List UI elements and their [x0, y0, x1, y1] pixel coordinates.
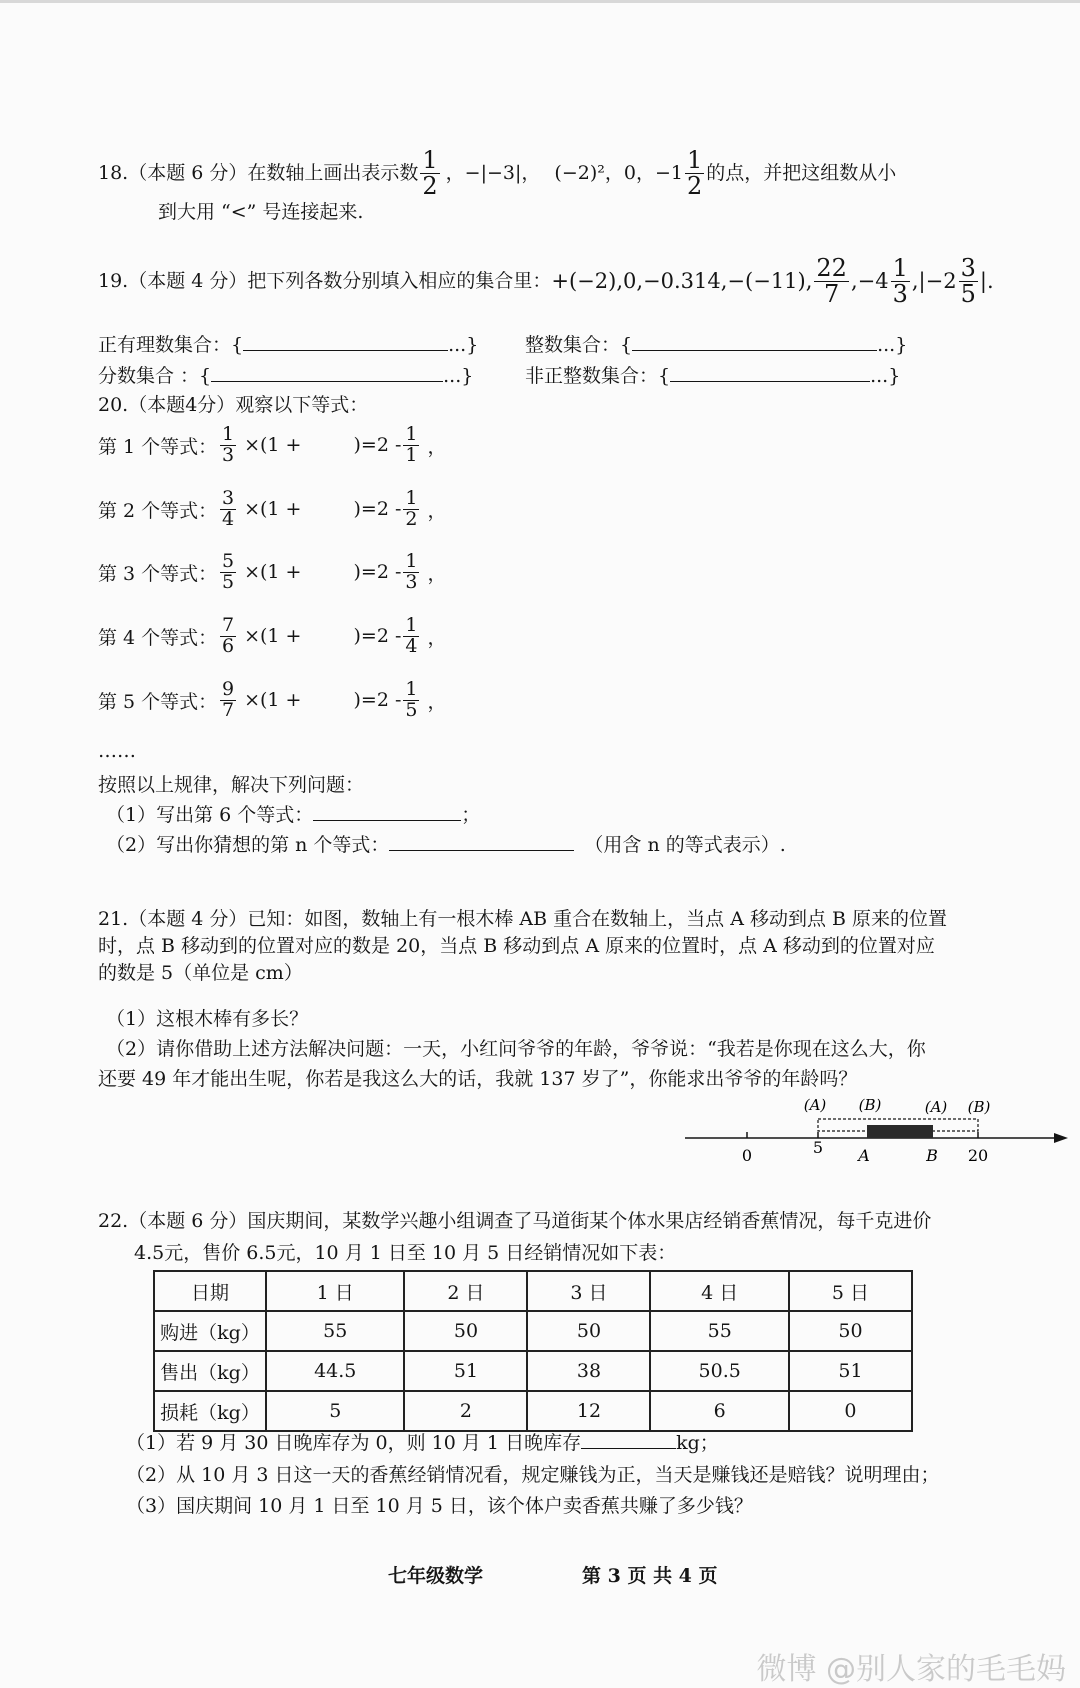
table-row-loss: [154, 1391, 912, 1431]
top-label-A1: (A): [803, 1096, 827, 1114]
table-header-row: [154, 1271, 912, 1311]
table-header-cell: 日期: [154, 1271, 266, 1311]
q18-abs: ，−|−3|，: [445, 162, 541, 185]
equation-left-fraction: $\frac{1}{3}$: [222, 422, 235, 466]
q19-prefix: 19.（本题 4 分）把下列各数分别填入相应的集合里：: [98, 270, 552, 293]
table-header-cell: 4 日: [650, 1271, 788, 1311]
equation-left-fraction: $\frac{3}{4}$: [222, 486, 235, 530]
answer-blank[interactable]: [632, 350, 877, 351]
q21-line2: 时，点 B 移动到的位置对应的数是 20，当点 B 移动到点 A 原来的位置时，点 A 移动到的位置对应: [98, 935, 935, 957]
q22-line1: 22.（本题 6 分）国庆期间，某数学兴趣小组调查了马道街某个体水果店经销香蕉情况，每千克进价: [98, 1210, 932, 1232]
equation-left-fraction: $\frac{9}{7}$: [222, 677, 235, 721]
q19-nums: +(−2),0,−0.314,−(−11),: [551, 269, 813, 294]
axis-arrow: [1054, 1133, 1068, 1143]
equation-label: 第 1 个等式：: [98, 435, 218, 458]
number-line-figure: [680, 1092, 1070, 1167]
top-label-B2: (B): [967, 1098, 991, 1116]
tick-label-20: 20: [967, 1146, 989, 1165]
equation-label: 第 5 个等式：: [98, 690, 218, 713]
table-cell: 0: [789, 1391, 912, 1431]
table-cell: 55: [650, 1311, 788, 1351]
table-cell: 51: [404, 1351, 527, 1391]
table-cell: 售出（kg）: [154, 1351, 266, 1391]
q18-suffix: 的点，并把这组数从小: [706, 162, 897, 185]
answer-blank[interactable]: [211, 381, 443, 382]
q21-line1: 21.（本题 4 分）已知：如图，数轴上有一根木棒 AB 重合在数轴上，当点 A 移动到点 B 原来的位置: [98, 908, 947, 930]
table-cell: 2: [404, 1391, 527, 1431]
equation-right-fraction: $\frac{1}{3}$: [405, 549, 418, 593]
table-cell: 50: [527, 1311, 650, 1351]
table-cell: 51: [789, 1351, 912, 1391]
answer-blank[interactable]: [670, 381, 870, 382]
q20-title: 20.（本题4分）观察以下等式：: [98, 394, 369, 416]
q21-part2a: （2）请你借助上述方法解决问题：一天，小红问爷爷的年龄，爷爷说：“我若是你现在这么大，你: [106, 1038, 926, 1060]
q19-frac-22-7: $\frac{22}{7}$: [816, 254, 847, 309]
equation-bracket-open: ×(1 +: [244, 561, 302, 583]
equation-row: [98, 420, 446, 470]
equation-left-fraction: $\frac{7}{6}$: [222, 613, 235, 657]
question-18: [98, 148, 896, 199]
equation-end: ，: [427, 690, 447, 713]
equation-right-fraction: $\frac{1}{4}$: [405, 613, 418, 657]
table-header-cell: 5 日: [789, 1271, 912, 1311]
table-cell: 5: [266, 1391, 404, 1431]
rod-AB: [867, 1125, 933, 1138]
table-cell: 38: [527, 1351, 650, 1391]
q22-part3: （3）国庆期间 10 月 1 日至 10 月 5 日，该个体户卖香蕉共赚了多少钱？: [126, 1495, 753, 1517]
q18-sq: (−2)²，0，−1: [554, 162, 683, 185]
q22-line2: 4.5元，售价 6.5元，10 月 1 日至 10 月 5 日经销情况如下表：: [134, 1242, 677, 1264]
table-cell: 50.5: [650, 1351, 788, 1391]
q20-part1: （1）写出第 6 个等式： ；: [106, 804, 481, 826]
equation-row: [98, 675, 446, 725]
table-cell: 损耗（kg）: [154, 1391, 266, 1431]
q22-part1: （1）若 9 月 30 日晚库存为 0，则 10 月 1 日晚库存 kg；: [126, 1432, 719, 1454]
tick-label-0: 0: [741, 1146, 753, 1165]
table-cell: 6: [650, 1391, 788, 1431]
tick-label-5: 5: [812, 1138, 824, 1157]
q19-frac-3-5: $\frac{3}{5}$: [960, 254, 976, 309]
table-row-sold: [154, 1351, 912, 1391]
table-cell: 50: [404, 1311, 527, 1351]
q19-frac-1-3: $\frac{1}{3}$: [892, 254, 908, 309]
equation-bracket-open: ×(1 +: [244, 434, 302, 456]
equation-rhs: )=2 -: [353, 434, 402, 456]
top-label-B1: (B): [858, 1096, 882, 1114]
equation-end: ，: [427, 626, 447, 649]
equation-rhs: )=2 -: [353, 689, 402, 711]
equation-right-fraction: $\frac{1}{2}$: [405, 486, 418, 530]
answer-blank[interactable]: [243, 350, 448, 351]
equation-row: [98, 611, 446, 661]
equation-end: ，: [427, 562, 447, 585]
q21-part1: （1）这根木棒有多长？: [106, 1008, 309, 1030]
table-cell: 购进（kg）: [154, 1311, 266, 1351]
question-19: [98, 256, 994, 307]
equation-end: ，: [427, 499, 447, 522]
q22-part2: （2）从 10 月 3 日这一天的香蕉经销情况看，规定赚钱为正，当天是赚钱还是赔钱？说明理由；: [126, 1464, 940, 1486]
q18-line2: 到大用 “<” 号连接起来.: [158, 201, 364, 223]
equation-rhs: )=2 -: [353, 498, 402, 520]
q21-part2b: 还要 49 年才能出生呢，你若是我这么大的话，我就 137 岁了”，你能求出爷爷的年龄吗？: [98, 1068, 858, 1090]
answer-blank[interactable]: [581, 1448, 676, 1449]
set-integer: 整数集合：{ ...}: [525, 334, 908, 356]
tick-label-B: B: [926, 1146, 938, 1165]
equation-label: 第 3 个等式：: [98, 562, 218, 585]
tick-label-A: A: [858, 1146, 870, 1165]
table-cell: 44.5: [266, 1351, 404, 1391]
equation-rhs: )=2 -: [353, 625, 402, 647]
table-cell: 50: [789, 1311, 912, 1351]
top-label-A2: (A): [924, 1098, 948, 1116]
equation-end: ，: [427, 435, 447, 458]
q18-mixed: $\frac{1}{2}$: [686, 146, 703, 201]
set-fraction: 分数集合 ：{ ...}: [98, 365, 474, 387]
answer-blank[interactable]: [389, 850, 574, 851]
q20-ellipsis: ……: [98, 740, 136, 762]
footer-subject: 七年级数学: [388, 1565, 484, 1587]
equation-bracket-open: ×(1 +: [244, 498, 302, 520]
table-row-purchased: [154, 1311, 912, 1351]
q18-prefix: 18.（本题 6 分）在数轴上画出表示数: [98, 162, 419, 185]
table-header-cell: 2 日: [404, 1271, 527, 1311]
q20-part2: （2）写出你猜想的第 n 个等式： （用含 n 的等式表示）.: [106, 834, 786, 856]
table-header-cell: 1 日: [266, 1271, 404, 1311]
equation-label: 第 2 个等式：: [98, 499, 218, 522]
equation-rhs: )=2 -: [353, 561, 402, 583]
equation-right-fraction: $\frac{1}{1}$: [405, 422, 418, 466]
set-positive-rational: 正有理数集合：{ ...}: [98, 334, 479, 356]
equation-row: [98, 547, 446, 597]
q21-line3: 的数是 5（单位是 cm）: [98, 962, 303, 984]
q18-half: $\frac{1}{2}$: [422, 146, 438, 201]
equation-bracket-open: ×(1 +: [244, 689, 302, 711]
banana-sales-table: [153, 1270, 913, 1432]
equation-bracket-open: ×(1 +: [244, 625, 302, 647]
footer-page-number: 第 3 页 共 4 页: [582, 1565, 718, 1587]
q19-tail: |.: [979, 269, 994, 294]
watermark: 微博 @别人家的毛毛妈: [756, 1652, 1066, 1687]
equation-row: [98, 484, 446, 534]
table-cell: 12: [527, 1391, 650, 1431]
set-non-positive-integer: 非正整数集合：{ ...}: [525, 365, 901, 387]
q19-m1: ,−4: [850, 269, 889, 294]
equation-left-fraction: $\frac{5}{5}$: [222, 549, 235, 593]
table-cell: 55: [266, 1311, 404, 1351]
scan-edge: [0, 0, 1080, 3]
equation-label: 第 4 个等式：: [98, 626, 218, 649]
q20-rule: 按照以上规律，解决下列问题：: [98, 774, 365, 796]
table-header-cell: 3 日: [527, 1271, 650, 1311]
equation-right-fraction: $\frac{1}{5}$: [405, 677, 418, 721]
answer-blank[interactable]: [313, 820, 461, 821]
q19-m2: ,|−2: [911, 269, 957, 294]
